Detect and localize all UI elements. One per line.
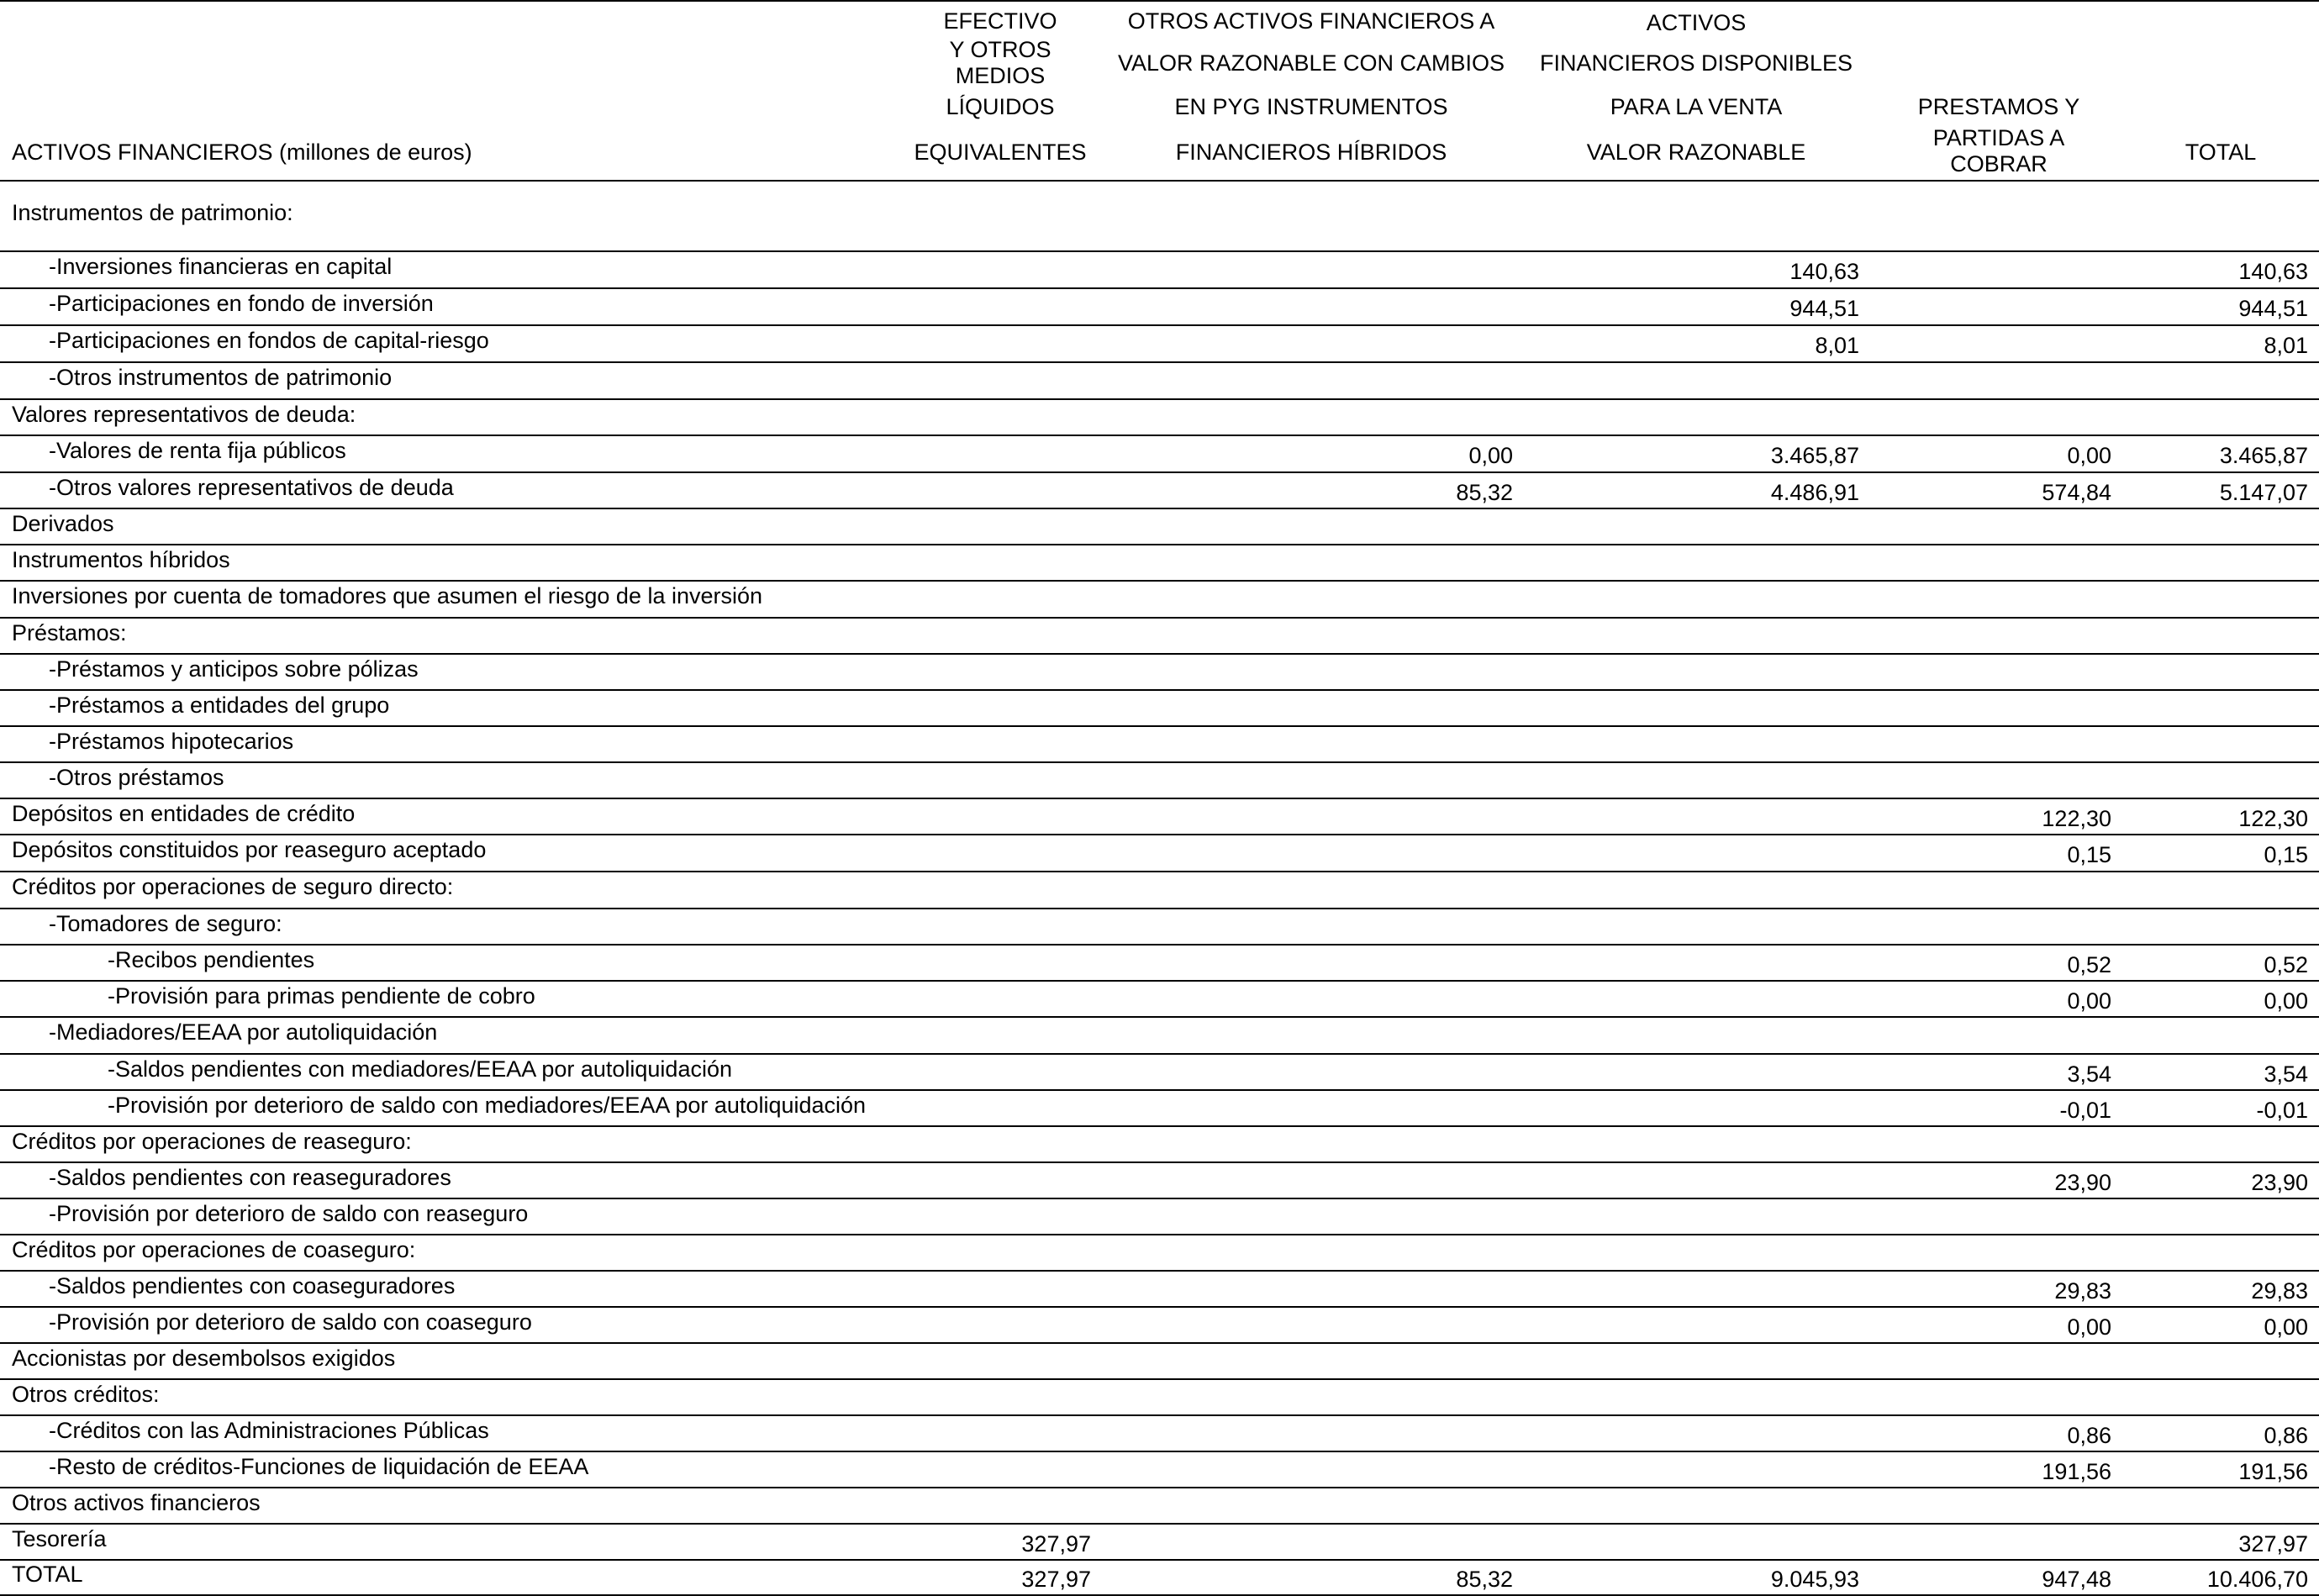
- column-header-1-line: FINANCIEROS HÍBRIDOS: [1175, 140, 1447, 165]
- value-cell: 0,00: [2067, 443, 2111, 468]
- row-label: -Participaciones en fondos de capital-riesgo: [49, 328, 489, 353]
- value-cell: 29,83: [2251, 1278, 2308, 1304]
- row-label: -Resto de créditos-Funciones de liquidación de EEAA: [49, 1454, 589, 1479]
- table-row: [0, 400, 2319, 436]
- row-label: Accionistas por desembolsos exigidos: [12, 1346, 396, 1371]
- row-label: -Préstamos hipotecarios: [49, 729, 294, 754]
- value-cell: 85,32: [1456, 1567, 1513, 1592]
- column-header-0-line: Y OTROS: [949, 37, 1051, 62]
- row-label: -Saldos pendientes con coaseguradores: [49, 1273, 456, 1298]
- table-row: [0, 1199, 2319, 1235]
- column-header-2-line: ACTIVOS: [1646, 10, 1747, 35]
- row-label: -Inversiones financieras en capital: [49, 254, 393, 279]
- value-cell: 0,15: [2264, 842, 2308, 867]
- table-row: [0, 1452, 2319, 1488]
- row-label: Créditos por operaciones de seguro directo:: [12, 874, 454, 899]
- table-header: [0, 0, 2319, 182]
- value-cell: 0,00: [2067, 1314, 2111, 1340]
- table-row: [0, 1127, 2319, 1163]
- column-header-3-line: PARTIDAS A: [1932, 125, 2065, 150]
- value-cell: 327,97: [1021, 1567, 1091, 1592]
- table-row: [0, 509, 2319, 545]
- value-cell: 5.147,07: [2219, 480, 2308, 505]
- row-label: -Préstamos y anticipos sobre pólizas: [49, 656, 419, 682]
- table-row: [0, 872, 2319, 909]
- column-header-4-line: TOTAL: [2185, 140, 2257, 165]
- row-label: -Provisión por deterioro de saldo con reaseguro: [49, 1201, 529, 1226]
- table-row: [0, 763, 2319, 799]
- row-label: -Participaciones en fondo de inversión: [49, 291, 434, 316]
- column-header-0-line: LÍQUIDOS: [946, 94, 1055, 119]
- value-cell: 0,00: [1468, 443, 1513, 468]
- table-row: [0, 1163, 2319, 1199]
- value-cell: 140,63: [2238, 259, 2308, 284]
- table-row: [0, 180, 2319, 252]
- row-label: Derivados: [12, 511, 114, 536]
- value-cell: 85,32: [1456, 480, 1513, 505]
- column-header-1-line: VALOR RAZONABLE CON CAMBIOS: [1117, 50, 1505, 76]
- table-row: [0, 1235, 2319, 1272]
- row-label: -Saldos pendientes con mediadores/EEAA por autoliquidación: [108, 1056, 732, 1082]
- value-cell: 0,52: [2067, 952, 2111, 977]
- table-row: [0, 363, 2319, 400]
- value-cell: 0,86: [2264, 1423, 2308, 1448]
- value-cell: 23,90: [2251, 1170, 2308, 1195]
- value-cell: 574,84: [2042, 480, 2111, 505]
- row-label: Valores representativos de deuda:: [12, 402, 356, 427]
- row-label: Instrumentos híbridos: [12, 547, 230, 572]
- row-label: Créditos por operaciones de reaseguro:: [12, 1129, 412, 1154]
- value-cell: 140,63: [1789, 259, 1859, 284]
- value-cell: 23,90: [2054, 1170, 2111, 1195]
- table-row: [0, 1091, 2319, 1127]
- row-label: -Otros préstamos: [49, 765, 224, 790]
- column-header-2-line: VALOR RAZONABLE: [1586, 140, 1806, 165]
- table-row: [0, 799, 2319, 835]
- column-header-2-line: FINANCIEROS DISPONIBLES: [1539, 50, 1853, 76]
- row-label: -Saldos pendientes con reaseguradores: [49, 1165, 451, 1190]
- row-label: TOTAL: [12, 1562, 83, 1587]
- table-row: [0, 1416, 2319, 1452]
- value-cell: 3.465,87: [2219, 443, 2308, 468]
- value-cell: 0,00: [2264, 988, 2308, 1014]
- value-cell: 191,56: [2238, 1459, 2308, 1484]
- column-header-1-line: OTROS ACTIVOS FINANCIEROS A: [1127, 8, 1495, 34]
- column-header-0-line: EQUIVALENTES: [914, 140, 1087, 165]
- row-label: -Otros valores representativos de deuda: [49, 475, 454, 500]
- table-row: [0, 1344, 2319, 1380]
- table-body: [0, 180, 2319, 1596]
- value-cell: 944,51: [1789, 296, 1859, 321]
- row-label: -Otros instrumentos de patrimonio: [49, 365, 393, 390]
- value-cell: 10.406,70: [2206, 1567, 2308, 1592]
- table-row: [0, 1272, 2319, 1308]
- value-cell: 3,54: [2067, 1061, 2111, 1087]
- value-cell: 29,83: [2054, 1278, 2111, 1304]
- row-label: -Provisión por deterioro de saldo con mediadores/EEAA por autoliquidación: [108, 1093, 867, 1118]
- row-label: Otros créditos:: [12, 1382, 160, 1407]
- value-cell: 3.465,87: [1770, 443, 1859, 468]
- value-cell: 191,56: [2042, 1459, 2111, 1484]
- value-cell: -0,01: [2256, 1098, 2308, 1123]
- row-label: -Créditos con las Administraciones Públicas: [49, 1418, 489, 1443]
- row-label: Créditos por operaciones de coaseguro:: [12, 1237, 416, 1262]
- value-cell: 0,15: [2067, 842, 2111, 867]
- value-cell: 4.486,91: [1770, 480, 1859, 505]
- row-label: Depósitos constituidos por reaseguro aceptado: [12, 837, 487, 862]
- column-header-3-line: COBRAR: [1950, 151, 2048, 176]
- value-cell: 944,51: [2238, 296, 2308, 321]
- column-header-0-line: EFECTIVO: [943, 8, 1057, 34]
- table-row: [0, 1380, 2319, 1416]
- value-cell: 122,30: [2042, 806, 2111, 831]
- table-row: [0, 252, 2319, 289]
- value-cell: 3,54: [2264, 1061, 2308, 1087]
- table-row: [0, 582, 2319, 619]
- value-cell: 9.045,93: [1770, 1567, 1859, 1592]
- column-header-2-line: PARA LA VENTA: [1610, 94, 1783, 119]
- row-label: Depósitos en entidades de crédito: [12, 801, 356, 826]
- table-row: [0, 1525, 2319, 1561]
- table-row: [0, 619, 2319, 655]
- table-row: [0, 1018, 2319, 1055]
- value-cell: 0,00: [2264, 1314, 2308, 1340]
- row-label: Tesorería: [12, 1526, 107, 1551]
- table-row: [0, 1488, 2319, 1525]
- row-label: Instrumentos de patrimonio:: [12, 200, 293, 225]
- value-cell: 0,86: [2067, 1423, 2111, 1448]
- table-row: [0, 982, 2319, 1018]
- row-label: -Recibos pendientes: [108, 947, 315, 972]
- value-cell: -0,01: [2059, 1098, 2111, 1123]
- column-header-1-line: EN PYG INSTRUMENTOS: [1174, 94, 1448, 119]
- column-header-3-line: PRESTAMOS Y: [1917, 94, 2080, 119]
- row-label: -Préstamos a entidades del grupo: [49, 693, 390, 718]
- row-label: Inversiones por cuenta de tomadores que asumen el riesgo de la inversión: [12, 583, 763, 608]
- table-row: [0, 1055, 2319, 1091]
- column-header-0-line: MEDIOS: [955, 63, 1046, 88]
- row-label: Préstamos:: [12, 620, 127, 645]
- row-label: -Tomadores de seguro:: [49, 911, 282, 936]
- value-cell: 0,52: [2264, 952, 2308, 977]
- table-row: [0, 1308, 2319, 1344]
- table-row: [0, 945, 2319, 982]
- row-label: -Mediadores/EEAA por autoliquidación: [49, 1019, 438, 1045]
- table-row: [0, 436, 2319, 473]
- value-cell: 947,48: [2042, 1567, 2111, 1592]
- table-row: [0, 289, 2319, 326]
- value-cell: 0,00: [2067, 988, 2111, 1014]
- value-cell: 8,01: [1815, 333, 1859, 358]
- table-row: [0, 473, 2319, 509]
- table-row: [0, 1561, 2319, 1596]
- value-cell: 122,30: [2238, 806, 2308, 831]
- row-label: -Valores de renta fija públicos: [49, 438, 346, 463]
- header-row-label: ACTIVOS FINANCIEROS (millones de euros): [12, 140, 472, 165]
- value-cell: 8,01: [2264, 333, 2308, 358]
- table-row: [0, 326, 2319, 363]
- table-row: [0, 691, 2319, 727]
- row-label: -Provisión para primas pendiente de cobro: [108, 983, 535, 1009]
- table-row: [0, 545, 2319, 582]
- row-label: Otros activos financieros: [12, 1490, 261, 1515]
- row-label: -Provisión por deterioro de saldo con coaseguro: [49, 1309, 532, 1335]
- table-row: [0, 835, 2319, 872]
- table-row: [0, 727, 2319, 763]
- table-row: [0, 909, 2319, 945]
- table-row: [0, 655, 2319, 691]
- value-cell: 327,97: [1021, 1531, 1091, 1556]
- value-cell: 327,97: [2238, 1531, 2308, 1556]
